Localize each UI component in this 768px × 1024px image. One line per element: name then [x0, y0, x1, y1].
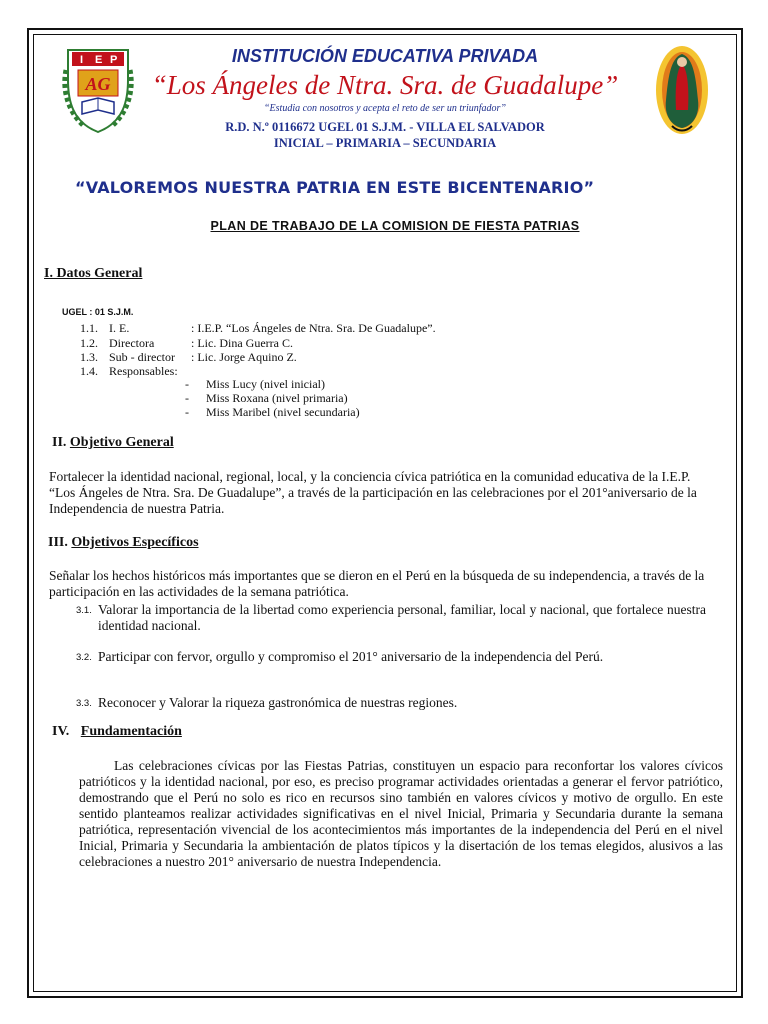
- fundamentacion-text: Las celebraciones cívicas por las Fiestas Patrias, constituyen un espacio para reconfortar los valores cívicos patrióticos y la identidad nacional, por eso, es preciso programar actividades orientadas a generar el fervor patriótico, demostrando que el Perú no solo es rico en recursos sino también en valores cívicos y motivo de orgullo. En este sentido planteamos realizar actividades significativas en el nivel Inicial, Primaria y Secundaria durante la semana patriótica, representación vivencial de los acontecimientos más importantes de la independencia del Perú en el nivel Inicial, Primaria y Secundaria la ambientación de platos típicos y la disertación de los temas elegidos, alusivos a las celebraciones a nuestro 201° aniversario de nuestra Independencia.: [79, 758, 723, 869]
- crest-letter-i: I: [80, 54, 84, 66]
- crest-letter-p: P: [110, 54, 118, 66]
- objective-text: Reconocer y Valorar la riqueza gastronómica de nuestras regiones.: [98, 695, 458, 710]
- row-number: 1.1.: [80, 321, 98, 335]
- row-value: : Lic. Dina Guerra C.: [191, 336, 293, 350]
- list-item: - Miss Lucy (nivel inicial): [185, 377, 325, 391]
- responsables-list: [185, 377, 485, 421]
- section-2-title: [52, 435, 174, 451]
- ugel-label: UGEL : 01 S.J.M.: [62, 307, 134, 317]
- section-4-number: IV.: [52, 724, 70, 739]
- school-name: “Los Ángeles de Ntra. Sra. de Guadalupe”: [151, 70, 619, 100]
- list-item: - Miss Maribel (nivel secundaria): [185, 405, 360, 419]
- objetivo-general-text: Fortalecer la identidad nacional, regional, local, y la conciencia cívica patriótica en la comunidad educativa de la I.E.P. “Los Ángeles de Ntra. Sra. De Guadalupe”, a través de la participación en las celebraciones por el 201°aniversario de la Independencia de nuestra Patria.: [49, 469, 697, 516]
- row-value: : I.E.P. “Los Ángeles de Ntra. Sra. De Guadalupe”.: [191, 321, 436, 335]
- row-label: Sub - director: [109, 350, 175, 364]
- section-2-number: II.: [52, 435, 67, 450]
- responsable-name: Miss Roxana (nivel primaria): [206, 391, 348, 405]
- data-row: [80, 350, 680, 364]
- objective-number: 3.2.: [76, 652, 92, 663]
- objective-text: Valorar la importancia de la libertad como experiencia personal, familiar, local y nacional, que fortalece nuestra identidad nacional.: [98, 602, 706, 633]
- school-motto: “Estudia con nosotros y acepta el reto de ser un triunfador”: [263, 103, 507, 114]
- section-3-number: III.: [48, 535, 68, 550]
- objective-text: Participar con fervor, orgullo y compromiso el 201° aniversario de la independencia del Perú.: [98, 649, 604, 664]
- responsable-name: Miss Lucy (nivel inicial): [206, 377, 325, 391]
- row-value: : Lic. Jorge Aquino Z.: [191, 350, 297, 364]
- section-3-title: [48, 535, 199, 551]
- data-row: [80, 364, 680, 378]
- objetivos-intro-text: Señalar los hechos históricos más importantes que se dieron en el Perú en la búsqueda de su independencia, a través de la participación en las actividades de la semana patriótica.: [49, 568, 705, 599]
- section-3-heading: Objetivos Específicos: [71, 535, 199, 550]
- row-number: 1.4.: [80, 364, 98, 378]
- row-label: Directora: [109, 336, 155, 350]
- data-row: [80, 336, 680, 350]
- list-item: - Miss Roxana (nivel primaria): [185, 391, 348, 405]
- section-4-title: [52, 724, 182, 740]
- objective-item: [76, 602, 706, 634]
- crest-letter-e: E: [95, 54, 103, 66]
- bicentennial-slogan: “VALOREMOS NUESTRA PATRIA EN ESTE BICENTENARIO”: [75, 178, 595, 197]
- section-2-heading: Objetivo General: [69, 435, 174, 450]
- section-1-title: I. Datos General: [44, 266, 143, 281]
- resolution-line: R.D. N.º 0116672 UGEL 01 S.J.M. - VILLA EL SALVADOR: [225, 120, 545, 134]
- row-number: 1.3.: [80, 350, 98, 364]
- institution-type: INSTITUCIÓN EDUCATIVA PRIVADA: [231, 46, 539, 66]
- data-row: [80, 321, 680, 335]
- data-rows: [80, 321, 680, 381]
- responsable-name: Miss Maribel (nivel secundaria): [206, 405, 360, 419]
- row-label: Responsables:: [109, 364, 178, 378]
- crest-monogram: AG: [85, 74, 111, 94]
- plan-title: PLAN DE TRABAJO DE LA COMISION DE FIESTA PATRIAS: [210, 219, 580, 233]
- objective-number: 3.1.: [76, 605, 92, 616]
- row-number: 1.2.: [80, 336, 98, 350]
- row-label: I. E.: [109, 321, 130, 335]
- section-4-heading: Fundamentación: [80, 724, 182, 739]
- education-levels: INICIAL – PRIMARIA – SECUNDARIA: [273, 136, 497, 150]
- objective-item: [76, 649, 706, 665]
- objective-item: [76, 695, 706, 711]
- objective-number: 3.3.: [76, 698, 92, 709]
